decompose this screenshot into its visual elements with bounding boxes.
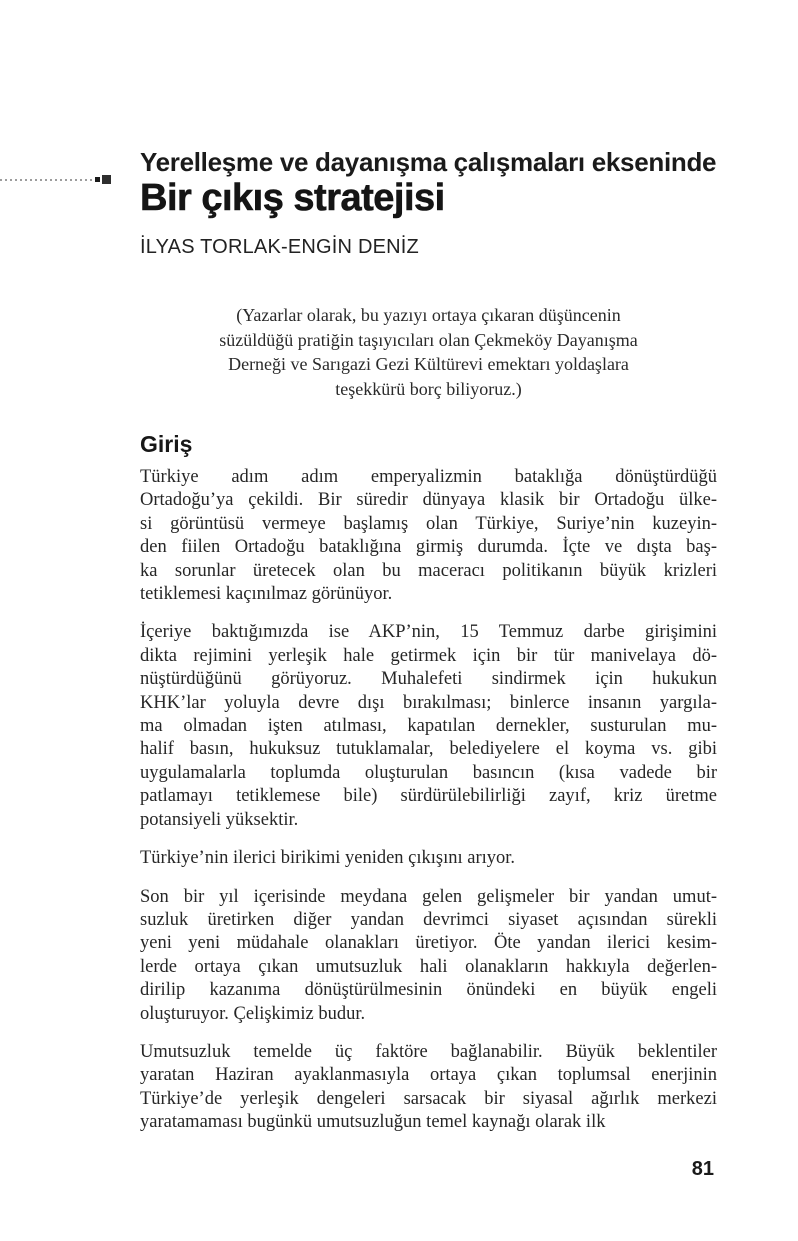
dedication-line: Derneği ve Sarıgazi Gezi Kültürevi emektarı yoldaşlara xyxy=(228,354,629,374)
text-line: ma olmadan işten atılması, kapatılan dernekler, susturulan mu- xyxy=(140,716,717,737)
paragraph xyxy=(140,621,717,832)
text-line: oluşturuyor. Çelişkimiz budur. xyxy=(140,1003,366,1024)
article-authors: İLYAS TORLAK-ENGİN DENİZ xyxy=(140,236,419,258)
text-line: si görüntüsü vermeye başlamış olan Türkiye, Suriye’nin kuzeyin- xyxy=(140,513,717,534)
text-line: Son bir yıl içerisinde meydana gelen gelişmeler bir yandan umut- xyxy=(140,886,717,907)
article-title: Bir çıkış stratejisi xyxy=(140,177,445,219)
text-line: suzluk üretirken diğer yandan devrimci siyaset açısından sürekli xyxy=(140,909,717,930)
small-square-marker xyxy=(95,177,100,182)
text-line: İçeriye baktığımızda ise AKP’nin, 15 Temmuz darbe girişimini xyxy=(140,622,717,643)
page-number: 81 xyxy=(691,1158,714,1180)
text-line: Türkiye’nin ilerici birikimi yeniden çıkışını arıyor. xyxy=(140,848,516,869)
text-line: dirilip kazanıma dönüştürülmesinin önündeki en büyük engeli xyxy=(140,980,717,1001)
dedication-line: (Yazarlar olarak, bu yazıyı ortaya çıkaran düşüncenin xyxy=(236,305,621,325)
text-line: patlamayı tetiklemese bile) sürdürülebilirliği zayıf, kriz üretme xyxy=(140,786,717,807)
body-paragraphs xyxy=(140,466,717,1135)
text-line: yaratamaması bugünkü umutsuzluğun temel kaynağı olarak ilk xyxy=(140,1112,606,1133)
text-line: tetiklemesi kaçınılmaz görünüyor. xyxy=(140,584,393,605)
text-line: Türkiye adım adım emperyalizmin bataklığa dönüştürdüğü xyxy=(140,467,717,487)
text-line: nüştürdüğünü görüyoruz. Muhalefeti sindirmek için hukukun xyxy=(140,669,717,690)
paragraph xyxy=(140,847,717,870)
text-line: halif basın, hukuksuz tutuklamalar, belediyelere el koyma vs. gibi xyxy=(140,739,717,760)
paragraph xyxy=(140,1041,717,1135)
dedication-line: süzüldüğü pratiğin taşıyıcıları olan Çekmeköy Dayanışma xyxy=(219,329,638,350)
large-square-marker xyxy=(102,175,111,184)
text-line: yeni yeni müdahale olanakları üretiyor. Öte yandan ilerici kesim- xyxy=(140,933,717,954)
text-line: Umutsuzluk temelde üç faktöre bağlanabilir. Büyük beklentiler xyxy=(140,1041,717,1062)
paragraph xyxy=(140,886,717,1026)
text-line: den fiilen Ortadoğu bataklığına girmiş durumda. İçte ve dışta baş- xyxy=(140,537,717,558)
text-line: KHK’lar yoluyla devre dışı bırakılması; binlerce insanın yargıla- xyxy=(140,692,717,713)
dedication-line: teşekkürü borç biliyoruz.) xyxy=(335,378,522,399)
section-heading-giris: Giriş xyxy=(140,431,193,457)
text-line: uygulamalarla toplumda oluşturulan basıncın (kısa vadede bir xyxy=(140,762,717,783)
article-kicker: Yerelleşme ve dayanışma çalışmaları ekseninde xyxy=(140,147,717,177)
text-line: dikta rejimini yerleşik hale getirmek için bir tür manivelaya dö- xyxy=(140,645,717,666)
dedication-note xyxy=(140,303,717,401)
text-line: ka sorunlar üretecek olan bu maceracı politikanın büyük krizleri xyxy=(140,560,717,581)
dotted-line xyxy=(0,179,93,181)
text-line: potansiyeli yüksektir. xyxy=(140,809,299,830)
title-rule xyxy=(0,175,113,185)
text-column xyxy=(140,0,717,1150)
paragraph xyxy=(140,466,717,606)
text-line: Türkiye’de yerleşik dengeleri sarsacak bir siyasal ağırlık merkezi xyxy=(140,1088,717,1109)
text-line: Ortadoğu’ya çekildi. Bir süredir dünyaya klasik bir Ortadoğu ülke- xyxy=(140,490,717,511)
text-line: lerde ortaya çıkan umutsuzluk hali olanakların hakkıyla değerlen- xyxy=(140,956,717,977)
text-line: yaratan Haziran ayaklanmasıyla ortaya çıkan toplumsal enerjinin xyxy=(140,1065,717,1086)
